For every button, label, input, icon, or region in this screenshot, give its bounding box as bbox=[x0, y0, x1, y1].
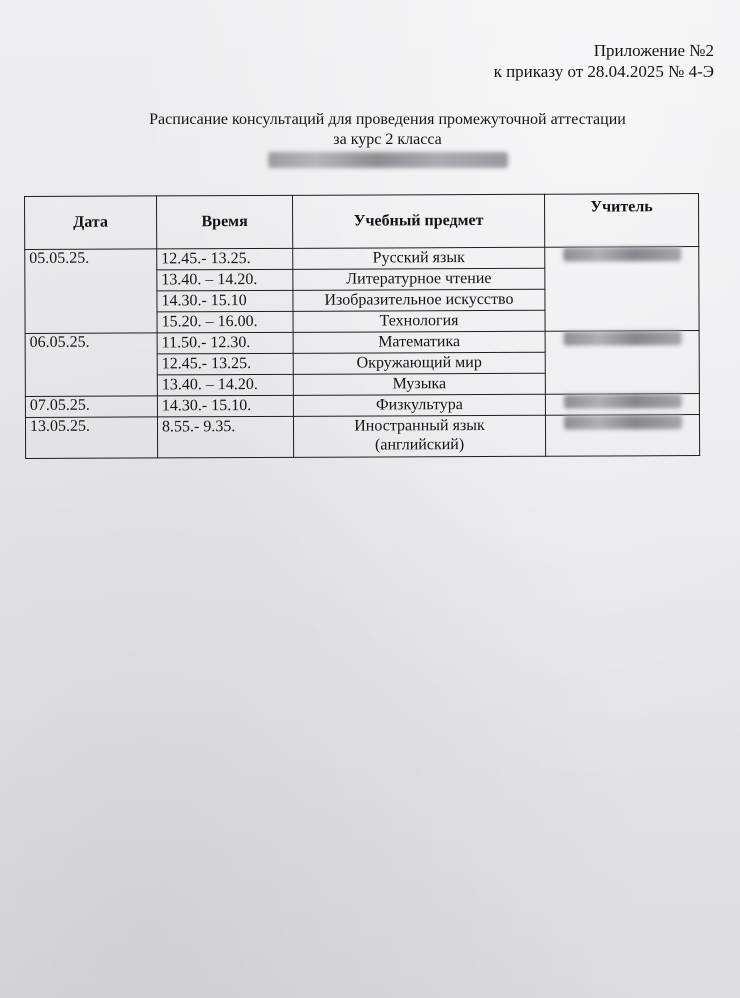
redacted-teacher-name bbox=[563, 415, 681, 430]
time-cell: 13.40. – 14.20. bbox=[157, 374, 293, 396]
subject-cell: Физкультура bbox=[293, 394, 545, 416]
redacted-teacher-name bbox=[563, 394, 681, 409]
table-row bbox=[25, 247, 699, 271]
redacted-teacher-name bbox=[563, 247, 681, 262]
subject-cell: Изобразительное искусство bbox=[293, 289, 545, 311]
time-cell: 12.45.- 13.25. bbox=[157, 248, 293, 270]
header-teacher: Учитель bbox=[544, 194, 698, 248]
appendix-header bbox=[494, 40, 714, 82]
subject-cell: Музыка bbox=[293, 373, 545, 395]
subject-cell: Литературное чтение bbox=[293, 268, 545, 290]
teacher-cell bbox=[545, 415, 699, 457]
header-date: Дата bbox=[25, 196, 157, 250]
subject-cell: Математика bbox=[293, 331, 545, 353]
time-cell: 11.50.- 12.30. bbox=[157, 332, 293, 354]
date-cell: 13.05.25. bbox=[25, 417, 157, 459]
teacher-cell bbox=[545, 331, 699, 395]
redacted-teacher-name bbox=[563, 331, 681, 346]
subject-cell bbox=[293, 415, 545, 457]
table-header-row bbox=[25, 194, 699, 250]
date-cell: 07.05.25. bbox=[25, 396, 157, 418]
appendix-number: Приложение №2 bbox=[593, 41, 714, 60]
time-cell: 14.30.- 15.10 bbox=[157, 290, 293, 312]
title-line-2: за курс 2 класса bbox=[333, 131, 442, 148]
subject-cell: Окружающий мир bbox=[293, 352, 545, 374]
time-cell: 12.45.- 13.25. bbox=[157, 353, 293, 375]
subject-line-2: (английский) bbox=[374, 436, 465, 454]
table-row bbox=[25, 394, 699, 418]
time-cell: 13.40. – 14.20. bbox=[157, 269, 293, 291]
document-title bbox=[60, 110, 715, 174]
time-cell: 8.55.- 9.35. bbox=[157, 416, 293, 458]
order-reference: к приказу от 28.04.2025 № 4-Э bbox=[493, 62, 714, 81]
consultation-schedule-table bbox=[24, 193, 700, 459]
time-cell: 15.20. – 16.00. bbox=[157, 311, 293, 333]
redacted-student-name bbox=[268, 152, 508, 168]
teacher-cell bbox=[545, 247, 699, 332]
header-subject: Учебный предмет bbox=[292, 194, 544, 248]
table-row bbox=[25, 331, 699, 355]
header-time: Время bbox=[157, 195, 293, 249]
table-row bbox=[25, 415, 699, 459]
title-line-1: Расписание консультаций для проведения промежуточной аттестации bbox=[149, 111, 626, 128]
subject-line-1: Иностранный язык bbox=[354, 416, 485, 435]
date-cell: 05.05.25. bbox=[25, 249, 157, 334]
subject-cell: Технология bbox=[293, 310, 545, 332]
subject-cell: Русский язык bbox=[293, 247, 545, 269]
date-cell: 06.05.25. bbox=[25, 333, 157, 397]
time-cell: 14.30.- 15.10. bbox=[157, 395, 293, 417]
teacher-cell bbox=[545, 394, 699, 416]
